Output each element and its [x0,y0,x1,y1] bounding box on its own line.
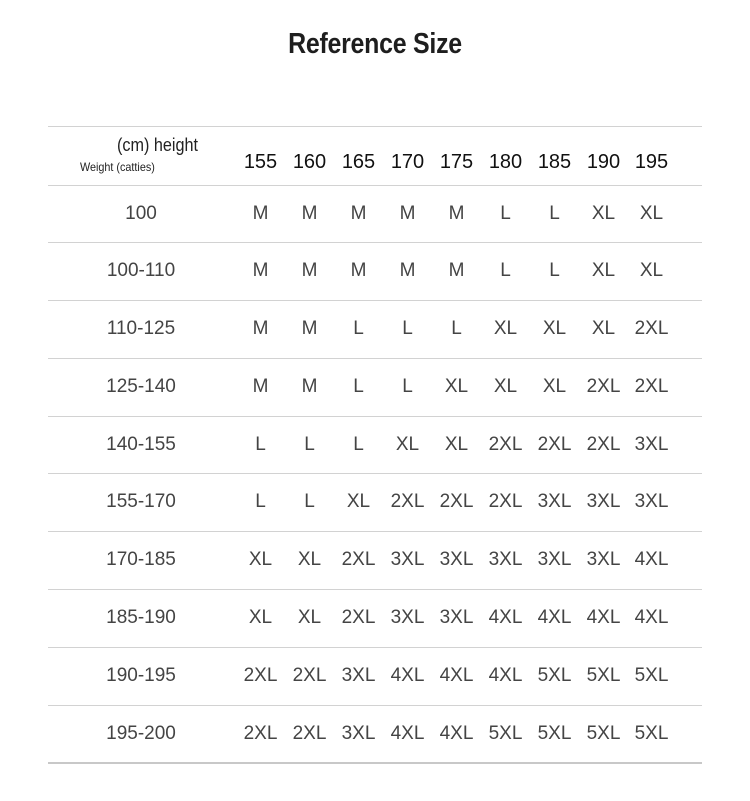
size-cell: M [350,260,367,282]
height-column-header: 170 [390,151,425,173]
size-cell: 3XL [488,549,523,571]
size-cell: 2XL [292,664,327,686]
size-cell: L [500,260,511,282]
size-cell: 5XL [537,722,572,744]
height-axis-label: (cm) height [117,135,199,155]
weight-axis-label: Weight (catties) [80,160,155,174]
table-row [48,417,702,475]
size-cell: XL [346,491,371,513]
height-column-header: 185 [537,151,572,173]
size-cell: 2XL [341,607,376,629]
size-cell: M [252,318,269,340]
size-cell: 2XL [634,318,669,340]
size-cell: M [399,260,416,282]
size-cell: 3XL [537,549,572,571]
table-row [48,590,702,648]
weight-cell: 155-170 [106,491,176,513]
size-cell: 3XL [586,491,621,513]
size-cell: L [255,491,266,513]
size-cell: M [301,260,318,282]
size-cell: 5XL [537,664,572,686]
size-cell: M [252,375,269,397]
size-cell: XL [639,260,664,282]
weight-cell: 125-140 [106,375,176,397]
weight-cell: 170-185 [106,549,176,571]
size-cell: XL [493,318,518,340]
size-cell: 4XL [439,722,474,744]
size-cell: 4XL [537,607,572,629]
table-row [48,648,702,706]
size-cell: 2XL [488,433,523,455]
size-cell: XL [542,375,567,397]
size-cell: 4XL [488,664,523,686]
size-cell: XL [591,318,616,340]
size-cell: L [500,202,511,224]
size-cell: 4XL [634,549,669,571]
size-cell: 3XL [439,549,474,571]
size-cell: XL [297,607,322,629]
size-cell: 3XL [341,664,376,686]
size-cell: M [448,260,465,282]
size-cell: 4XL [390,722,425,744]
size-cell: 2XL [537,433,572,455]
table-row [48,706,702,765]
size-cell: L [353,375,364,397]
size-cell: XL [395,433,420,455]
size-cell: XL [248,607,273,629]
table-row [48,301,702,359]
size-cell: 5XL [634,722,669,744]
size-cell: 5XL [634,664,669,686]
table-row [48,359,702,417]
size-cell: XL [493,375,518,397]
size-cell: 5XL [586,664,621,686]
size-cell: 3XL [439,607,474,629]
size-cell: M [252,202,269,224]
size-cell: L [451,318,462,340]
size-cell: 2XL [586,433,621,455]
size-cell: 2XL [243,722,278,744]
size-cell: L [304,433,315,455]
size-cell: 4XL [586,607,621,629]
size-cell: M [350,202,367,224]
size-cell: M [399,202,416,224]
weight-cell: 140-155 [106,433,176,455]
table-header-row [48,126,702,186]
size-cell: 3XL [537,491,572,513]
size-cell: 4XL [439,664,474,686]
table-row [48,532,702,590]
weight-cell: 100-110 [106,260,176,282]
size-cell: XL [297,549,322,571]
size-cell: L [353,433,364,455]
size-cell: 2XL [390,491,425,513]
height-column-header: 155 [243,151,278,173]
size-cell: 5XL [586,722,621,744]
size-cell: L [255,433,266,455]
size-cell: 3XL [634,433,669,455]
size-cell: L [549,260,560,282]
size-cell: XL [444,375,469,397]
size-cell: 2XL [634,375,669,397]
size-cell: L [549,202,560,224]
height-column-header: 195 [634,151,669,173]
height-column-header: 165 [341,151,376,173]
size-cell: 2XL [243,664,278,686]
size-cell: 3XL [341,722,376,744]
size-cell: 2XL [488,491,523,513]
table-row [48,243,702,301]
size-cell: 2XL [586,375,621,397]
size-cell: 2XL [341,549,376,571]
size-cell: XL [639,202,664,224]
size-cell: XL [444,433,469,455]
size-cell: 4XL [634,607,669,629]
size-cell: M [301,375,318,397]
size-cell: M [448,202,465,224]
page-title: Reference Size [288,28,462,60]
size-cell: M [252,260,269,282]
height-column-header: 180 [488,151,523,173]
height-column-header: 160 [292,151,327,173]
size-cell: XL [248,549,273,571]
size-cell: L [402,318,413,340]
size-cell: M [301,318,318,340]
weight-cell: 185-190 [106,607,176,629]
size-cell: XL [591,202,616,224]
size-cell: 3XL [390,607,425,629]
size-cell: XL [542,318,567,340]
size-cell: L [402,375,413,397]
weight-cell: 100 [125,202,157,224]
size-chart-table [48,126,702,764]
table-row [48,186,702,244]
size-cell: 5XL [488,722,523,744]
weight-cell: 110-125 [106,318,176,340]
size-cell: L [304,491,315,513]
size-cell: 2XL [439,491,474,513]
weight-cell: 190-195 [106,664,176,686]
size-cell: 2XL [292,722,327,744]
size-cell: 4XL [390,664,425,686]
size-cell: 3XL [634,491,669,513]
height-column-header: 175 [439,151,474,173]
size-cell: L [353,318,364,340]
size-cell: 3XL [390,549,425,571]
size-cell: M [301,202,318,224]
height-column-header: 190 [586,151,621,173]
weight-cell: 195-200 [106,722,176,744]
table-row [48,474,702,532]
size-cell: 3XL [586,549,621,571]
size-cell: 4XL [488,607,523,629]
size-cell: XL [591,260,616,282]
